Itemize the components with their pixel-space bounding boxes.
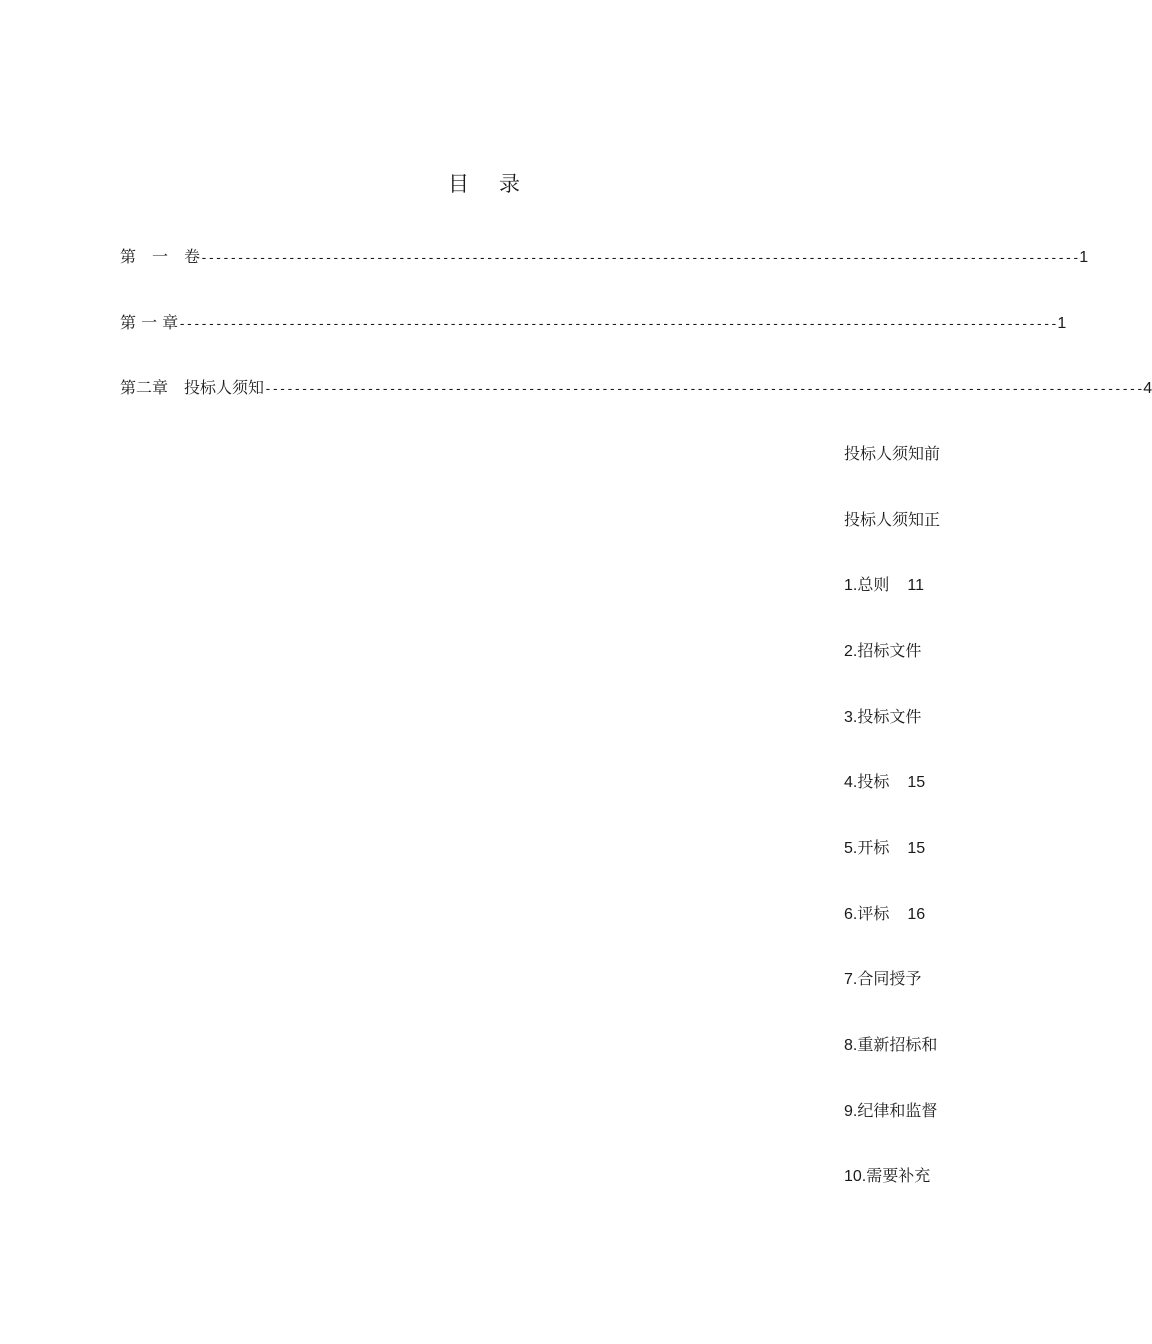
- toc-entry-label: 第 一 卷: [120, 247, 201, 266]
- toc-subentry-number: 4.: [844, 774, 858, 791]
- toc-leader-dashes: ------------------------------------------------------------------------------------------------------------------------: [200, 251, 1080, 266]
- toc-subentry-number: 5.: [844, 840, 858, 857]
- toc-page-number: 4: [1143, 380, 1152, 397]
- toc-subentry-text: 投标: [857, 772, 890, 791]
- toc-entry-label: 第 一 章: [120, 313, 179, 332]
- toc-subentry[interactable]: [844, 507, 950, 530]
- toc-page-number: 1: [1079, 249, 1089, 266]
- toc-page-number: 1: [1057, 315, 1067, 332]
- toc-subentry-text: 重新招标和: [857, 1035, 938, 1054]
- toc-subentry-text: 招标文件: [857, 641, 922, 660]
- toc-subentry-text: 评标: [857, 904, 890, 923]
- toc-subentry-page: 16: [907, 906, 926, 923]
- toc-subentry-text: 投标文件: [857, 707, 922, 726]
- toc-subentry[interactable]: [844, 1032, 950, 1055]
- toc-subentry[interactable]: [844, 769, 950, 792]
- toc-subentry-page: 11: [907, 577, 924, 594]
- toc-subentry[interactable]: [844, 704, 950, 727]
- toc-entry-label: 第二章 投标人须知: [120, 378, 265, 397]
- toc-subentry-page: 15: [907, 774, 926, 791]
- toc-subentry-text: 纪律和监督: [857, 1101, 938, 1120]
- toc-entry-chapter-1[interactable]: [120, 310, 1067, 333]
- toc-subentry-number: 3.: [844, 709, 858, 726]
- toc-subentry[interactable]: [844, 835, 950, 858]
- toc-leader-dashes: ------------------------------------------------------------------------------------------------------------------------: [264, 382, 1144, 397]
- page-title: [0, 168, 968, 198]
- toc-subentry[interactable]: [844, 638, 950, 661]
- toc-subentry-text: 合同授予: [857, 969, 922, 988]
- toc-subentry[interactable]: [844, 441, 950, 464]
- page-title-part-1: 目: [448, 172, 469, 196]
- toc-subentry-number: 8.: [844, 1037, 858, 1054]
- toc-subentry-text: 需要补充: [866, 1166, 931, 1185]
- toc-subentry-text: 投标人须知前: [844, 444, 941, 463]
- toc-subentry[interactable]: [844, 966, 950, 989]
- toc-entry-volume-1[interactable]: [120, 244, 1089, 267]
- toc-subentry-text: 总则: [857, 575, 890, 594]
- toc-subentry-number: 6.: [844, 906, 858, 923]
- toc-subentry[interactable]: [844, 901, 950, 924]
- toc-subentry[interactable]: [844, 1098, 950, 1121]
- toc-subentry-number: 10.: [844, 1168, 867, 1185]
- toc-subentry-text: 开标: [857, 838, 890, 857]
- toc-entry-chapter-2[interactable]: [120, 375, 1152, 398]
- toc-subentry-number: 9.: [844, 1103, 858, 1120]
- toc-leader-dashes: ------------------------------------------------------------------------------------------------------------------------: [178, 317, 1058, 332]
- toc-subentry-number: 7.: [844, 971, 858, 988]
- toc-subentry[interactable]: [844, 1163, 950, 1186]
- toc-subentry[interactable]: [844, 572, 950, 595]
- toc-subentry-text: 投标人须知正: [844, 510, 941, 529]
- toc-subentry-page: 15: [907, 840, 926, 857]
- toc-subentry-number: 1.: [844, 577, 858, 594]
- toc-subentry-number: 2.: [844, 643, 858, 660]
- page-title-part-2: 录: [499, 172, 520, 196]
